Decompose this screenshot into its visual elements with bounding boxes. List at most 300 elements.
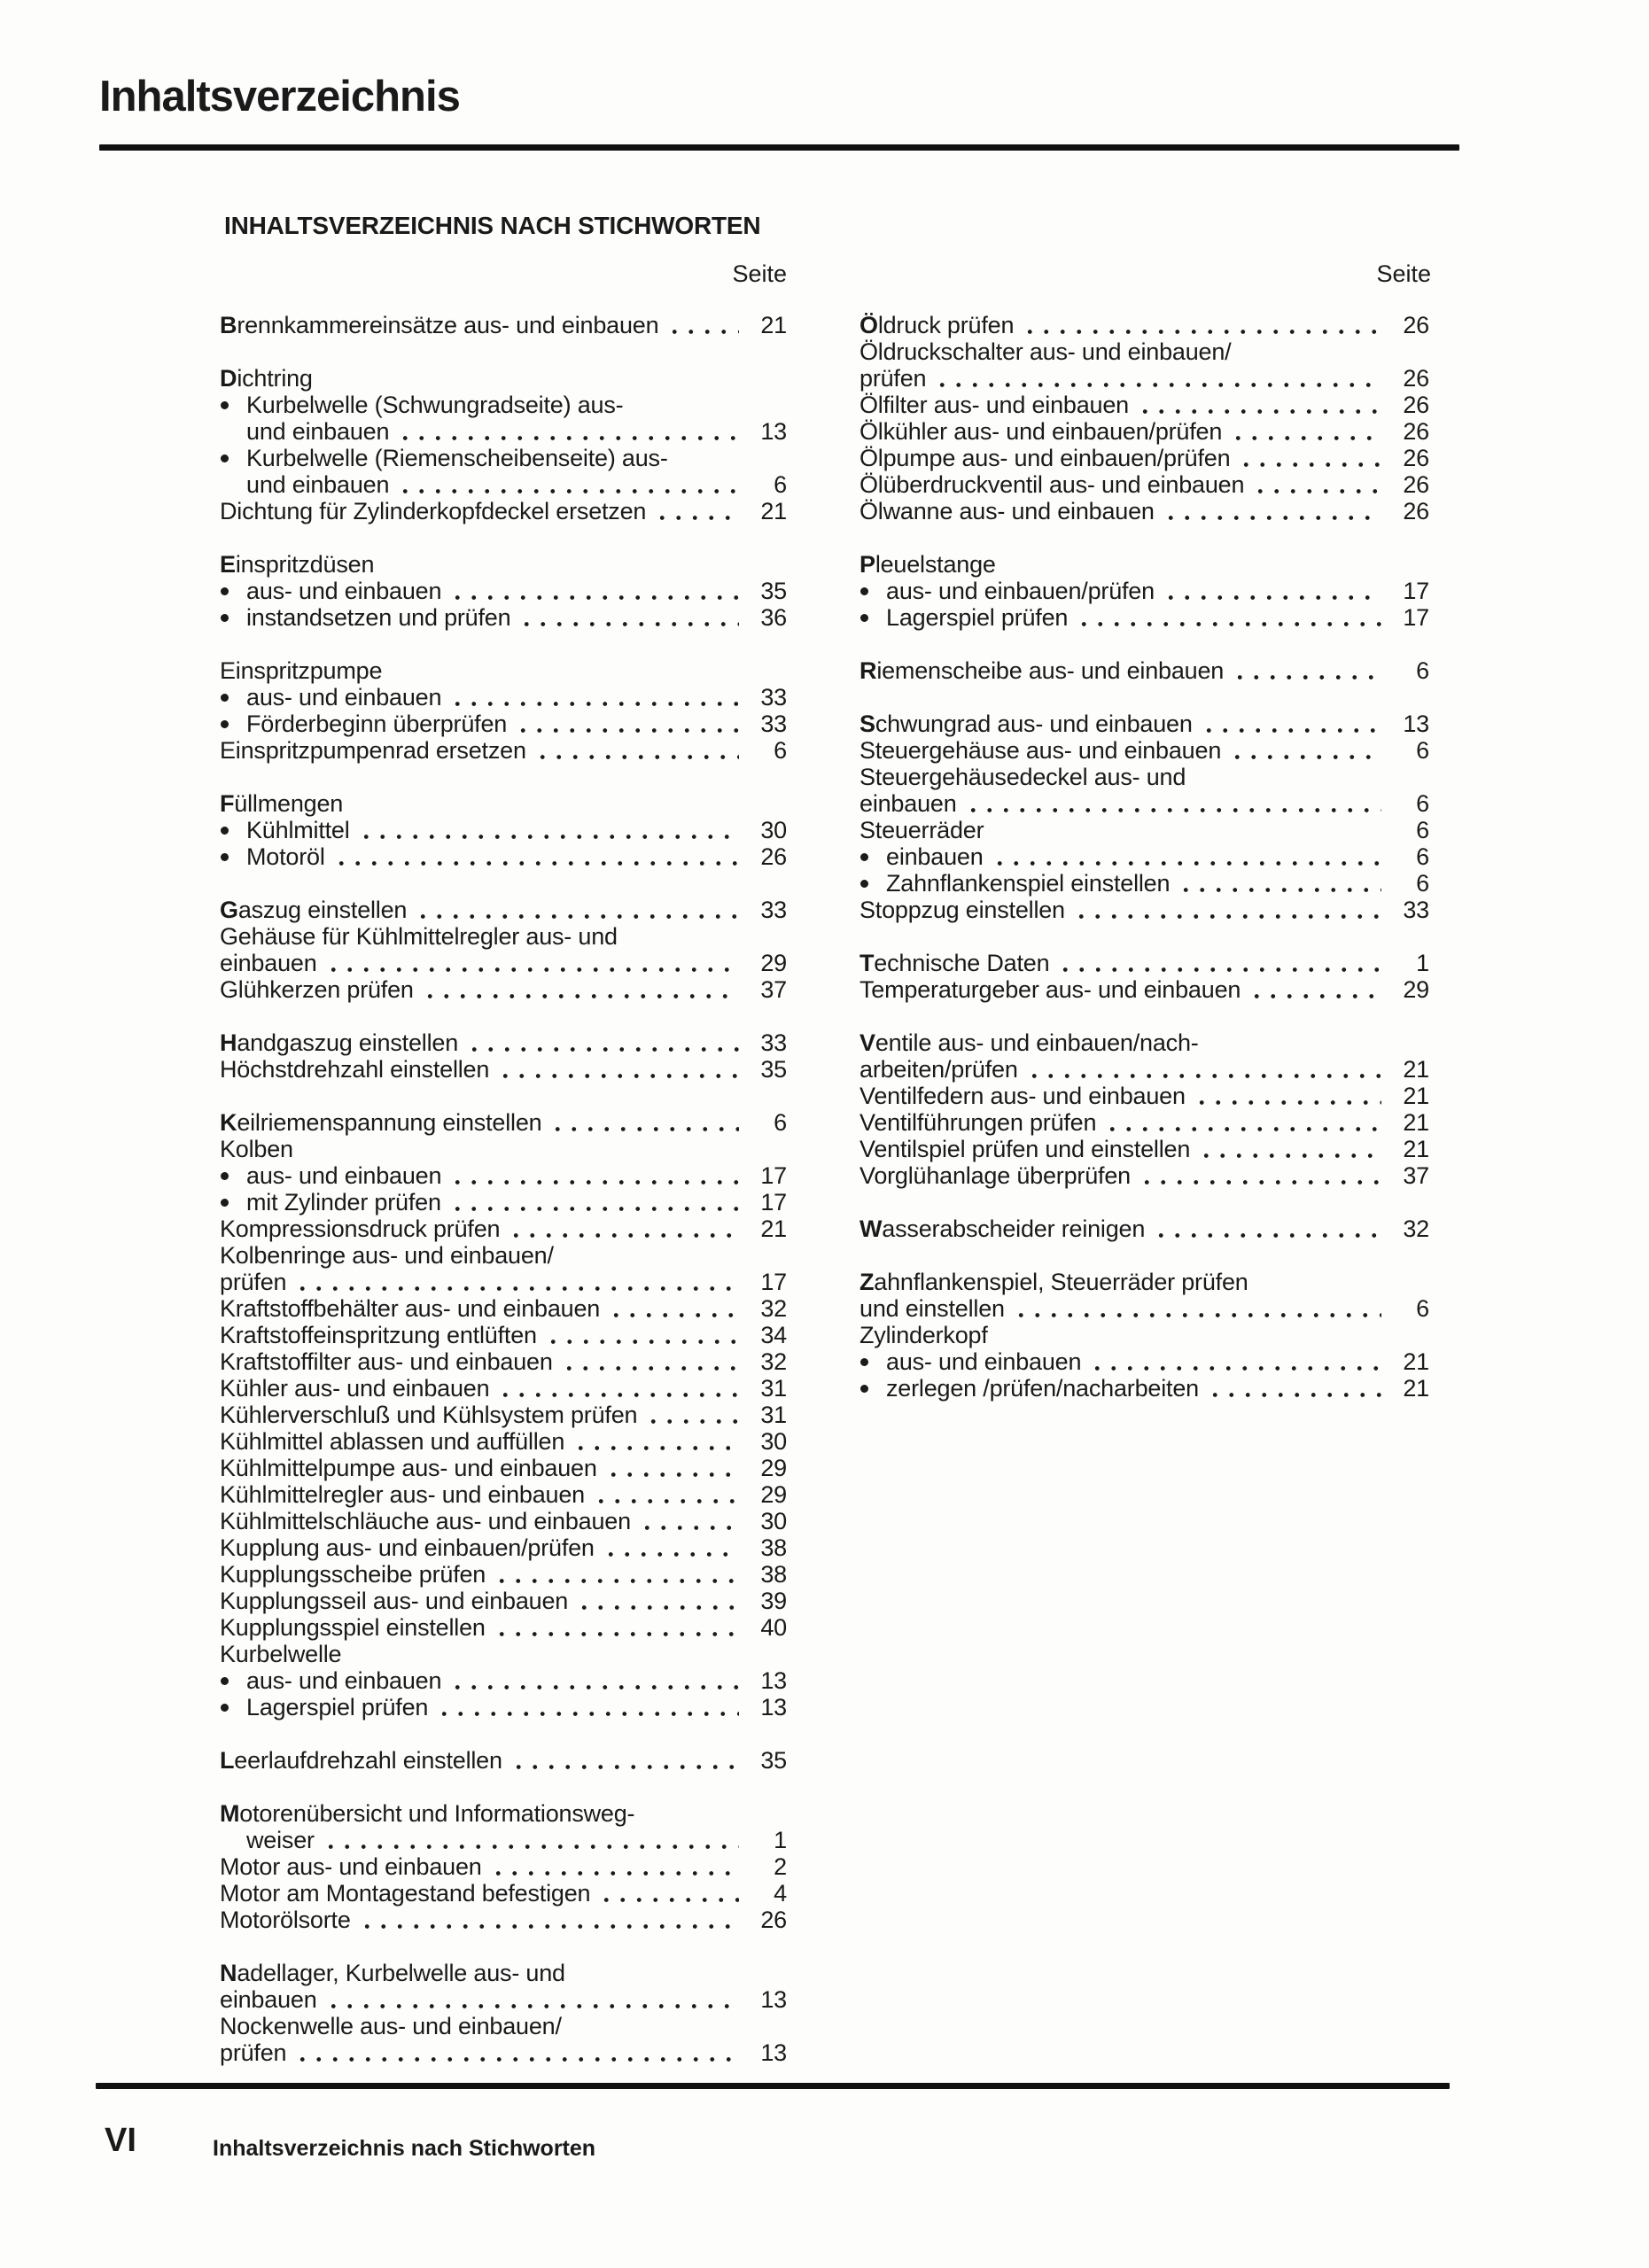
toc-entry-text: Kraftstoffilter aus- und einbauen bbox=[220, 1348, 553, 1375]
toc-entry-text: Lagerspiel prüfen bbox=[246, 1694, 429, 1720]
toc-entry bbox=[860, 737, 1429, 764]
page-number: 13 bbox=[760, 1694, 787, 1720]
toc-entry bbox=[220, 1189, 787, 1216]
page-number: 35 bbox=[760, 1747, 787, 1774]
page-number: 38 bbox=[760, 1561, 787, 1588]
top-rule bbox=[99, 144, 1459, 151]
page-number: 26 bbox=[1403, 498, 1429, 524]
toc-entry bbox=[860, 1029, 1429, 1056]
toc-entry-text: aus- und einbauen bbox=[246, 578, 442, 604]
toc-entry-text: Ölüberdruckventil aus- und einbauen bbox=[860, 471, 1245, 498]
page-number: 26 bbox=[760, 843, 787, 870]
page-number: 13 bbox=[760, 418, 787, 445]
toc-entry bbox=[220, 1800, 787, 1827]
seite-column-header-right: Seite bbox=[1376, 260, 1431, 287]
toc-entry bbox=[220, 604, 787, 631]
page-number: 29 bbox=[760, 1481, 787, 1508]
toc-entry bbox=[220, 1561, 787, 1588]
toc-entry-text: Nadellager, Kurbelwelle aus- und bbox=[220, 1960, 565, 1986]
dot-leader bbox=[1073, 897, 1381, 923]
dot-leader bbox=[1201, 711, 1381, 737]
toc-entry bbox=[220, 1242, 787, 1269]
bullet-icon bbox=[860, 853, 868, 861]
dot-leader bbox=[534, 737, 739, 764]
toc-entry-text: Ölkühler aus- und einbauen/prüfen bbox=[860, 418, 1223, 445]
page-number: 21 bbox=[1403, 1136, 1429, 1162]
dot-leader bbox=[1026, 1056, 1381, 1083]
toc-entry-text: Förderbeginn überprüfen bbox=[246, 711, 508, 737]
toc-entry bbox=[220, 1960, 787, 1986]
page-number: 26 bbox=[1403, 445, 1429, 471]
toc-entry-text: Kupplungsspiel einstellen bbox=[220, 1614, 486, 1641]
page-title: Inhaltsverzeichnis bbox=[99, 73, 460, 120]
bullet-icon bbox=[860, 614, 868, 622]
toc-entry-text: mit Zylinder prüfen bbox=[246, 1189, 441, 1216]
dot-leader bbox=[603, 1534, 739, 1561]
page-number: 1 bbox=[774, 1827, 787, 1853]
page-number: 21 bbox=[1403, 1083, 1429, 1109]
toc-entry bbox=[220, 1747, 787, 1774]
dot-leader bbox=[497, 1375, 739, 1402]
dot-leader bbox=[1139, 1162, 1381, 1189]
dot-leader bbox=[1137, 392, 1381, 418]
toc-entry bbox=[860, 843, 1429, 870]
toc-entry bbox=[860, 1136, 1429, 1162]
page-number: 21 bbox=[760, 312, 787, 338]
toc-entry-text: Kraftstoffbehälter aus- und einbauen bbox=[220, 1295, 601, 1322]
page-number: 4 bbox=[774, 1880, 787, 1907]
toc-entry-text: Kurbelwelle bbox=[220, 1641, 342, 1667]
page-number: 21 bbox=[760, 1216, 787, 1242]
toc-entry bbox=[860, 897, 1429, 923]
dot-leader bbox=[358, 817, 739, 843]
page-number: 33 bbox=[760, 897, 787, 923]
page-number: 6 bbox=[1416, 1295, 1429, 1322]
dot-leader bbox=[466, 1029, 739, 1056]
dot-leader bbox=[1198, 1136, 1381, 1162]
dot-leader bbox=[645, 1402, 739, 1428]
page-number: 34 bbox=[760, 1322, 787, 1348]
toc-entry bbox=[860, 711, 1429, 737]
toc-entry bbox=[220, 1402, 787, 1428]
bullet-icon bbox=[860, 587, 868, 595]
dot-leader bbox=[992, 843, 1381, 870]
toc-entry-text: Pleuelstange bbox=[860, 551, 996, 578]
toc-entry-text: einbauen bbox=[220, 950, 317, 976]
bullet-icon bbox=[221, 1199, 229, 1207]
dot-leader bbox=[1238, 445, 1381, 471]
page-number: 13 bbox=[760, 1667, 787, 1694]
toc-entry bbox=[220, 1588, 787, 1614]
dot-leader bbox=[593, 1481, 739, 1508]
toc-entry-text: Ölwanne aus- und einbauen bbox=[860, 498, 1155, 524]
toc-entry bbox=[860, 445, 1429, 471]
toc-entry-text: Füllmengen bbox=[220, 790, 344, 817]
page-number: 17 bbox=[760, 1269, 787, 1295]
page-number: 38 bbox=[760, 1534, 787, 1561]
page-number: 30 bbox=[760, 1508, 787, 1534]
bullet-icon bbox=[221, 1172, 229, 1180]
toc-entry-text: Handgaszug einstellen bbox=[220, 1029, 459, 1056]
dot-leader bbox=[934, 365, 1381, 392]
toc-entry bbox=[220, 1375, 787, 1402]
toc-entry bbox=[220, 1348, 787, 1375]
toc-entry bbox=[860, 1109, 1429, 1136]
bullet-icon bbox=[221, 694, 229, 702]
page-number: 26 bbox=[1403, 312, 1429, 338]
dot-leader bbox=[294, 1269, 739, 1295]
toc-entry bbox=[860, 418, 1429, 445]
toc-entry bbox=[220, 1056, 787, 1083]
toc-entry-text: Ventilspiel prüfen und einstellen bbox=[860, 1136, 1191, 1162]
toc-entry-text: Kühlmittel ablassen und auffüllen bbox=[220, 1428, 565, 1455]
toc-entry-text: Kolbenringe aus- und einbauen/ bbox=[220, 1242, 554, 1269]
toc-entry-text: Kühler aus- und einbauen bbox=[220, 1375, 490, 1402]
bullet-icon bbox=[221, 720, 229, 728]
toc-entry-text: Steuerräder bbox=[860, 817, 984, 843]
toc-left-column bbox=[220, 312, 787, 2066]
toc-entry bbox=[220, 1481, 787, 1508]
toc-entry-text: Kupplung aus- und einbauen/prüfen bbox=[220, 1534, 595, 1561]
bullet-icon bbox=[860, 880, 868, 888]
page-number: 26 bbox=[760, 1907, 787, 1933]
dot-leader bbox=[518, 604, 739, 631]
page-number: 40 bbox=[760, 1614, 787, 1641]
toc-entry bbox=[860, 1348, 1429, 1375]
bullet-icon bbox=[221, 1704, 229, 1712]
toc-entry bbox=[860, 392, 1429, 418]
toc-entry-text: Einspritzpumpenrad ersetzen bbox=[220, 737, 526, 764]
dot-leader bbox=[325, 1986, 739, 2013]
toc-entry bbox=[220, 1269, 787, 1295]
toc-entry bbox=[220, 2039, 787, 2066]
toc-entry bbox=[220, 923, 787, 950]
toc-entry bbox=[220, 790, 787, 817]
page-number: 30 bbox=[760, 817, 787, 843]
toc-entry bbox=[860, 1375, 1429, 1402]
dot-leader bbox=[333, 843, 739, 870]
bottom-rule bbox=[96, 2083, 1450, 2089]
toc-entry bbox=[220, 1641, 787, 1667]
dot-leader bbox=[449, 578, 739, 604]
toc-entry bbox=[860, 1295, 1429, 1322]
dot-leader bbox=[1163, 578, 1381, 604]
dot-leader bbox=[576, 1588, 739, 1614]
toc-entry-text: Gaszug einstellen bbox=[220, 897, 408, 923]
toc-entry-text: Ölfilter aus- und einbauen bbox=[860, 392, 1129, 418]
toc-entry-text: Wasserabscheider reinigen bbox=[860, 1216, 1146, 1242]
toc-entry bbox=[220, 312, 787, 338]
page-number: 21 bbox=[1403, 1348, 1429, 1375]
page-number: 33 bbox=[760, 684, 787, 711]
toc-entry bbox=[860, 604, 1429, 631]
toc-entry bbox=[860, 312, 1429, 338]
toc-entry-text: und einstellen bbox=[860, 1295, 1005, 1322]
dot-leader bbox=[549, 1109, 739, 1136]
bullet-icon bbox=[860, 1358, 868, 1366]
page-number: 32 bbox=[1403, 1216, 1429, 1242]
toc-entry-text: einbauen bbox=[220, 1986, 317, 2013]
toc-entry-text: Technische Daten bbox=[860, 950, 1050, 976]
dot-leader bbox=[436, 1694, 739, 1720]
page-number: 31 bbox=[760, 1375, 787, 1402]
dot-leader bbox=[1153, 1216, 1381, 1242]
toc-entry-text: aus- und einbauen bbox=[886, 1348, 1082, 1375]
page-number: 37 bbox=[760, 976, 787, 1003]
dot-leader bbox=[1194, 1083, 1381, 1109]
toc-entry-text: und einbauen bbox=[246, 418, 390, 445]
toc-entry bbox=[220, 684, 787, 711]
page-number: 32 bbox=[760, 1348, 787, 1375]
dot-leader bbox=[449, 1667, 739, 1694]
toc-entry bbox=[220, 817, 787, 843]
toc-entry bbox=[220, 2013, 787, 2039]
dot-leader bbox=[294, 2039, 739, 2066]
page-number: 37 bbox=[1403, 1162, 1429, 1189]
toc-entry bbox=[220, 737, 787, 764]
toc-entry bbox=[220, 1455, 787, 1481]
page-number: 33 bbox=[760, 711, 787, 737]
toc-entry-text: Zahnflankenspiel, Steuerräder prüfen bbox=[860, 1269, 1248, 1295]
toc-entry bbox=[220, 950, 787, 976]
toc-entry-text: prüfen bbox=[860, 365, 927, 392]
toc-entry bbox=[220, 578, 787, 604]
toc-entry-text: prüfen bbox=[220, 2039, 287, 2066]
page-number: 6 bbox=[1416, 817, 1429, 843]
dot-leader bbox=[1057, 950, 1381, 976]
page-number: 39 bbox=[760, 1588, 787, 1614]
dot-leader bbox=[1207, 1375, 1381, 1402]
toc-entry bbox=[860, 764, 1429, 790]
page-number: 13 bbox=[760, 1986, 787, 2013]
toc-entry-text: Riemenscheibe aus- und einbauen bbox=[860, 657, 1225, 684]
toc-entry-text: arbeiten/prüfen bbox=[860, 1056, 1018, 1083]
toc-entry-text: Kühlerverschluß und Kühlsystem prüfen bbox=[220, 1402, 638, 1428]
toc-entry bbox=[220, 976, 787, 1003]
page-number: 6 bbox=[774, 1109, 787, 1136]
page-number: 17 bbox=[760, 1162, 787, 1189]
toc-entry-text: zerlegen /prüfen/nacharbeiten bbox=[886, 1375, 1199, 1402]
dot-leader bbox=[1229, 737, 1381, 764]
dot-leader bbox=[654, 498, 739, 524]
dot-leader bbox=[561, 1348, 739, 1375]
toc-entry-text: Vorglühanlage überprüfen bbox=[860, 1162, 1131, 1189]
dot-leader bbox=[1089, 1348, 1381, 1375]
page-number: 2 bbox=[774, 1853, 787, 1880]
toc-entry-text: Motorenübersicht und Informationsweg- bbox=[220, 1800, 635, 1827]
toc-entry bbox=[220, 897, 787, 923]
toc-entry bbox=[220, 1880, 787, 1907]
toc-entry bbox=[220, 1986, 787, 2013]
page-number: 35 bbox=[760, 578, 787, 604]
toc-entry bbox=[220, 1827, 787, 1853]
toc-entry bbox=[220, 1667, 787, 1694]
dot-leader bbox=[1104, 1109, 1381, 1136]
dot-leader bbox=[508, 1216, 739, 1242]
page-number: 21 bbox=[1403, 1056, 1429, 1083]
toc-entry bbox=[860, 950, 1429, 976]
toc-entry bbox=[860, 657, 1429, 684]
dot-leader bbox=[545, 1322, 739, 1348]
toc-entry bbox=[860, 817, 1429, 843]
toc-entry bbox=[220, 1295, 787, 1322]
toc-entry-text: einbauen bbox=[860, 790, 957, 817]
toc-entry-text: Kolben bbox=[220, 1136, 293, 1162]
dot-leader bbox=[449, 1162, 739, 1189]
toc-entry-text: Ventilfedern aus- und einbauen bbox=[860, 1083, 1186, 1109]
toc-entry bbox=[220, 1216, 787, 1242]
section-heading: INHALTSVERZEICHNIS NACH STICHWORTEN bbox=[224, 212, 761, 239]
toc-entry-text: Kurbelwelle (Schwungradseite) aus- bbox=[246, 392, 624, 418]
toc-entry-text: Stoppzug einstellen bbox=[860, 897, 1065, 923]
bullet-icon bbox=[221, 1677, 229, 1685]
toc-entry-text: einbauen bbox=[886, 843, 984, 870]
toc-entry bbox=[220, 1907, 787, 1933]
dot-leader bbox=[494, 1614, 739, 1641]
page-number: 29 bbox=[1403, 976, 1429, 1003]
toc-entry-text: Glühkerzen prüfen bbox=[220, 976, 414, 1003]
bullet-icon bbox=[221, 587, 229, 595]
toc-entry-text: aus- und einbauen bbox=[246, 1667, 442, 1694]
toc-entry-text: Kühlmittelschläuche aus- und einbauen bbox=[220, 1508, 631, 1534]
toc-entry-text: Brennkammereinsätze aus- und einbauen bbox=[220, 312, 659, 338]
toc-entry-text: Kupplungsseil aus- und einbauen bbox=[220, 1588, 569, 1614]
page-number: 33 bbox=[1403, 897, 1429, 923]
toc-entry-text: Kühlmittelregler aus- und einbauen bbox=[220, 1481, 585, 1508]
toc-entry bbox=[220, 843, 787, 870]
toc-entry-text: Lagerspiel prüfen bbox=[886, 604, 1069, 631]
dot-leader bbox=[397, 418, 739, 445]
toc-entry-text: Kompressionsdruck prüfen bbox=[220, 1216, 501, 1242]
toc-entry-text: Kurbelwelle (Riemenscheibenseite) aus- bbox=[246, 445, 668, 471]
toc-entry-text: Gehäuse für Kühlmittelregler aus- und bbox=[220, 923, 618, 950]
dot-leader bbox=[598, 1880, 739, 1907]
toc-entry-text: Einspritzpumpe bbox=[220, 657, 383, 684]
page-number: 36 bbox=[760, 604, 787, 631]
page-number: 30 bbox=[760, 1428, 787, 1455]
toc-entry-text: Kühlmittelpumpe aus- und einbauen bbox=[220, 1455, 597, 1481]
toc-entry bbox=[860, 578, 1429, 604]
dot-leader bbox=[666, 312, 739, 338]
dot-leader bbox=[359, 1907, 739, 1933]
bullet-icon bbox=[221, 614, 229, 622]
toc-entry-text: Höchstdrehzahl einstellen bbox=[220, 1056, 490, 1083]
toc-entry bbox=[860, 976, 1429, 1003]
page-number: 6 bbox=[1416, 870, 1429, 897]
toc-entry-text: Schwungrad aus- und einbauen bbox=[860, 711, 1193, 737]
toc-entry-text: prüfen bbox=[220, 1269, 287, 1295]
toc-entry-text: Keilriemenspannung einstellen bbox=[220, 1109, 542, 1136]
footer-title: Inhaltsverzeichnis nach Stichworten bbox=[213, 2136, 596, 2161]
toc-entry-text: Ventile aus- und einbauen/nach- bbox=[860, 1029, 1199, 1056]
dot-leader bbox=[608, 1295, 739, 1322]
toc-entry bbox=[220, 1534, 787, 1561]
dot-leader bbox=[449, 684, 739, 711]
toc-entry-text: aus- und einbauen bbox=[246, 684, 442, 711]
page-number: 6 bbox=[1416, 790, 1429, 817]
toc-entry bbox=[860, 1216, 1429, 1242]
toc-entry-text: Steuergehäuse aus- und einbauen bbox=[860, 737, 1222, 764]
page-number: 17 bbox=[1403, 604, 1429, 631]
toc-entry bbox=[220, 418, 787, 445]
toc-entry-text: Motorölsorte bbox=[220, 1907, 351, 1933]
page-number: 26 bbox=[1403, 365, 1429, 392]
dot-leader bbox=[515, 711, 739, 737]
toc-entry-text: und einbauen bbox=[246, 471, 390, 498]
dot-leader bbox=[323, 1827, 739, 1853]
toc-right-column bbox=[860, 312, 1429, 1402]
toc-entry bbox=[220, 1428, 787, 1455]
toc-entry bbox=[860, 1056, 1429, 1083]
bullet-icon bbox=[221, 853, 229, 861]
dot-leader bbox=[1232, 657, 1381, 684]
page-number: 21 bbox=[760, 498, 787, 524]
toc-entry-text: aus- und einbauen/prüfen bbox=[886, 578, 1155, 604]
page-number: 6 bbox=[774, 471, 787, 498]
toc-entry bbox=[220, 1853, 787, 1880]
page-number: 6 bbox=[1416, 737, 1429, 764]
toc-entry bbox=[220, 445, 787, 471]
page-number: 6 bbox=[774, 737, 787, 764]
toc-entry-text: Öldruckschalter aus- und einbauen/ bbox=[860, 338, 1232, 365]
dot-leader bbox=[1022, 312, 1381, 338]
page-number: 33 bbox=[760, 1029, 787, 1056]
toc-entry bbox=[220, 1614, 787, 1641]
toc-entry-text: weiser bbox=[246, 1827, 315, 1853]
dot-leader bbox=[325, 950, 739, 976]
toc-entry bbox=[860, 790, 1429, 817]
toc-entry-text: Zylinderkopf bbox=[860, 1322, 988, 1348]
toc-entry-text: Kupplungsscheibe prüfen bbox=[220, 1561, 486, 1588]
toc-entry-text: Motor am Montagestand befestigen bbox=[220, 1880, 591, 1907]
dot-leader bbox=[1163, 498, 1381, 524]
bullet-icon bbox=[860, 1385, 868, 1393]
page-number: 13 bbox=[1403, 711, 1429, 737]
page-number: 6 bbox=[1416, 843, 1429, 870]
dot-leader bbox=[1252, 471, 1381, 498]
toc-entry-text: Zahnflankenspiel einstellen bbox=[886, 870, 1171, 897]
dot-leader bbox=[415, 897, 739, 923]
page-number: 6 bbox=[1416, 657, 1429, 684]
toc-entry-text: Motoröl bbox=[246, 843, 325, 870]
page-number: 32 bbox=[760, 1295, 787, 1322]
bullet-icon bbox=[221, 454, 229, 462]
toc-entry-text: Leerlaufdrehzahl einstellen bbox=[220, 1747, 502, 1774]
toc-entry bbox=[220, 657, 787, 684]
toc-entry bbox=[220, 1322, 787, 1348]
toc-entry-text: Steuergehäusedeckel aus- und bbox=[860, 764, 1186, 790]
toc-entry-text: Dichtring bbox=[220, 365, 313, 392]
footer-page-number: VI bbox=[105, 2122, 136, 2159]
toc-entry bbox=[860, 1322, 1429, 1348]
toc-entry bbox=[220, 1162, 787, 1189]
page-number: 35 bbox=[760, 1056, 787, 1083]
toc-entry-text: Einspritzdüsen bbox=[220, 551, 375, 578]
toc-entry bbox=[860, 870, 1429, 897]
toc-entry-text: Temperaturgeber aus- und einbauen bbox=[860, 976, 1241, 1003]
bullet-icon bbox=[221, 401, 229, 409]
toc-entry bbox=[860, 338, 1429, 365]
dot-leader bbox=[494, 1561, 739, 1588]
dot-leader bbox=[510, 1747, 739, 1774]
toc-entry bbox=[220, 1109, 787, 1136]
toc-entry-text: Nockenwelle aus- und einbauen/ bbox=[220, 2013, 562, 2039]
page-number: 26 bbox=[1403, 418, 1429, 445]
toc-entry bbox=[860, 365, 1429, 392]
page-number: 29 bbox=[760, 1455, 787, 1481]
toc-entry bbox=[860, 1083, 1429, 1109]
toc-entry bbox=[860, 471, 1429, 498]
